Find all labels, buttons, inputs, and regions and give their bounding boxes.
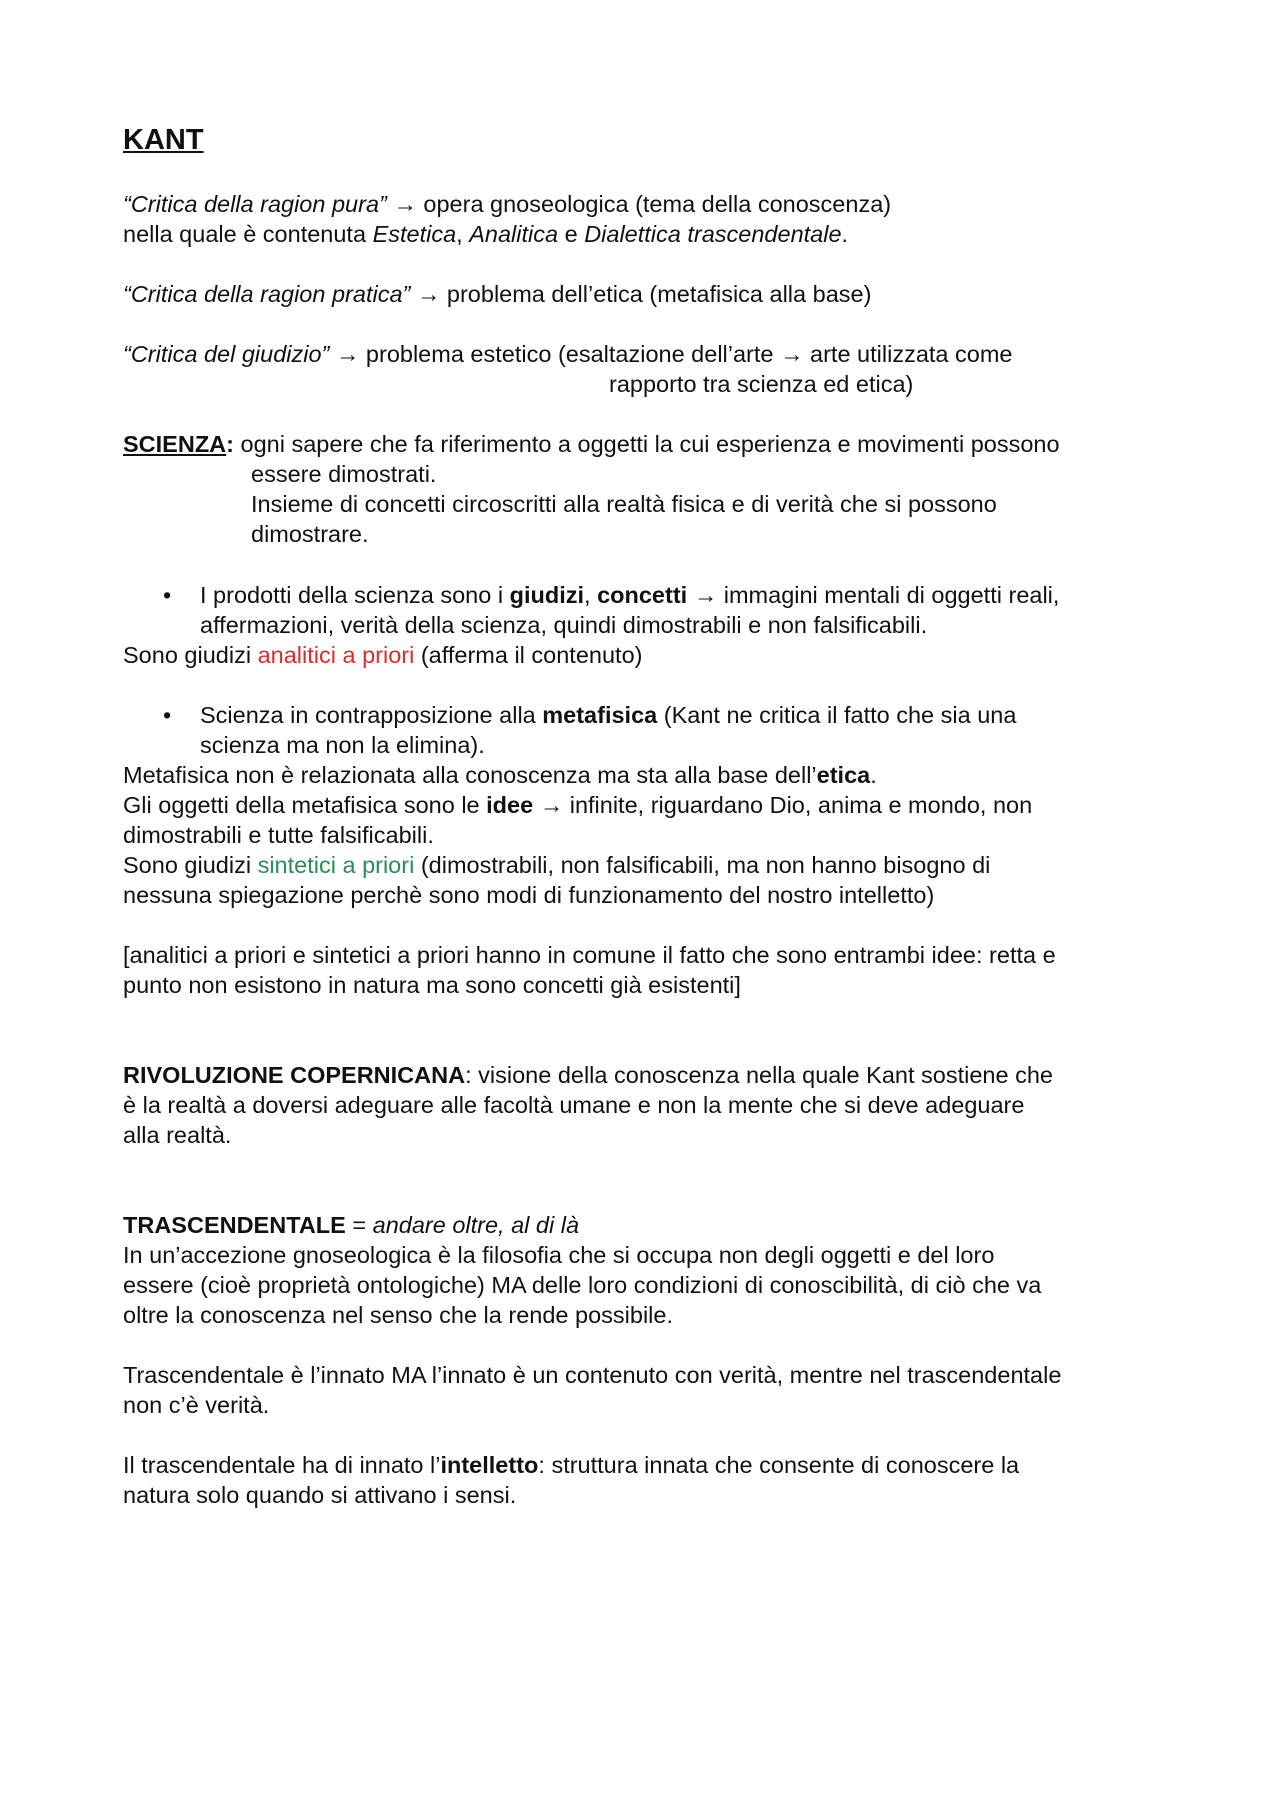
- arrow: →: [393, 191, 417, 217]
- text: dimostrabili e tutte falsificabili.: [123, 822, 434, 848]
- text: punto non esistono in natura ma sono concetti già esistenti]: [123, 972, 741, 998]
- section-label: TRASCENDENTALE: [123, 1212, 346, 1238]
- text: Gli oggetti della metafisica sono le: [123, 792, 487, 818]
- term-analitici-a-priori: analitici a priori: [257, 642, 415, 668]
- text: ,: [584, 582, 598, 608]
- bullet-icon: •: [163, 702, 172, 728]
- work-ragion-pura: [123, 189, 1183, 249]
- text: Sono giudizi: [123, 852, 258, 878]
- text: (Kant ne critica il fatto che sia una: [657, 702, 1017, 728]
- work-title: “Critica del giudizio”: [123, 341, 330, 367]
- text: : visione della conoscenza nella quale Kant sostiene che: [465, 1062, 1053, 1088]
- section-scienza: [123, 429, 1183, 549]
- definition: andare oltre, al di là: [372, 1212, 580, 1238]
- text: essere dimostrati.: [251, 461, 437, 487]
- bullet-prodotti-scienza: [123, 580, 1183, 670]
- work-description: opera gnoseologica (tema della conoscenza): [423, 191, 892, 217]
- text: oltre la conoscenza nel senso che la rende possibile.: [123, 1302, 673, 1328]
- text: Metafisica non è relazionata alla conoscenza ma sta alla base dell’: [123, 762, 817, 788]
- text: .: [841, 221, 849, 247]
- text: I prodotti della scienza sono i: [200, 582, 510, 608]
- text: [analitici a priori e sintetici a priori hanno in comune il fatto che sono entrambi idee: retta e: [123, 942, 1056, 968]
- text: → immagini mentali di oggetti reali,: [687, 582, 1060, 608]
- work-description: problema dell’etica (metafisica alla base): [446, 281, 872, 307]
- paragraph-intelletto: [123, 1450, 1183, 1510]
- text: dimostrare.: [251, 521, 369, 547]
- term-giudizi: giudizi: [509, 582, 585, 608]
- page-title: KANT: [123, 124, 204, 156]
- text: Scienza in contrapposizione alla: [200, 702, 543, 728]
- text: non c’è verità.: [123, 1392, 270, 1418]
- text: alla realtà.: [123, 1122, 232, 1148]
- text: : struttura innata che consente di conoscere la: [538, 1452, 1020, 1478]
- work-ragion-pratica: [123, 279, 1183, 309]
- work-giudizio: [123, 339, 1183, 399]
- text: Il trascendentale ha di innato l’: [123, 1452, 441, 1478]
- arrow: →: [335, 341, 360, 367]
- work-description-continued: rapporto tra scienza ed etica): [609, 371, 914, 397]
- work-description: problema estetico (esaltazione dell’arte → arte utilizzata come: [365, 341, 1013, 367]
- bullet-metafisica: [123, 700, 1183, 910]
- term-concetti: concetti: [597, 582, 688, 608]
- term-sintetici-a-priori: sintetici a priori: [257, 852, 415, 878]
- arrow: →: [416, 281, 441, 307]
- bullet-icon: •: [163, 582, 172, 608]
- term-idee: idee: [486, 792, 534, 818]
- text: nella quale è contenuta: [123, 221, 373, 247]
- section-label: SCIENZA: [123, 431, 227, 457]
- text: nessuna spiegazione perchè sono modi di funzionamento del nostro intelletto): [123, 882, 935, 908]
- text: Insieme di concetti circoscritti alla realtà fisica e di verità che si possono: [251, 491, 997, 517]
- text: .: [870, 762, 877, 788]
- term-estetica: Estetica: [372, 221, 457, 247]
- text: è la realtà a doversi adeguare alle facoltà umane e non la mente che si deve adeguare: [123, 1092, 1025, 1118]
- term-analitica: Analitica: [469, 221, 559, 247]
- note-bracket: [123, 940, 1183, 1000]
- work-title: “Critica della ragion pratica”: [123, 281, 411, 307]
- text: e: [558, 221, 585, 247]
- section-trascendentale: [123, 1210, 1183, 1330]
- term-etica: etica: [816, 762, 871, 788]
- text: (dimostrabili, non falsificabili, ma non hanno bisogno di: [414, 852, 991, 878]
- text: ,: [456, 221, 470, 247]
- paragraph-innato: [123, 1360, 1183, 1420]
- text: essere (cioè proprietà ontologiche) MA delle loro condizioni di conoscibilità, di ciò che va: [123, 1272, 1042, 1298]
- term-dialettica: Dialettica trascendentale: [584, 221, 842, 247]
- text: natura solo quando si attivano i sensi.: [123, 1482, 517, 1508]
- text: → infinite, riguardano Dio, anima e mondo, non: [533, 792, 1033, 818]
- text: affermazioni, verità della scienza, quindi dimostrabili e non falsificabili.: [200, 612, 928, 638]
- section-rivoluzione-copernicana: [123, 1060, 1183, 1150]
- text: =: [345, 1212, 373, 1238]
- term-intelletto: intelletto: [440, 1452, 539, 1478]
- text: Trascendentale è l’innato MA l’innato è un contenuto con verità, mentre nel trascendentale: [123, 1362, 1062, 1388]
- text: In un’accezione gnoseologica è la filosofia che si occupa non degli oggetti e del loro: [123, 1242, 995, 1268]
- text: :: [226, 431, 234, 457]
- section-label: RIVOLUZIONE COPERNICANA: [123, 1062, 466, 1088]
- text: Sono giudizi: [123, 642, 258, 668]
- text: (afferma il contenuto): [414, 642, 643, 668]
- text: scienza ma non la elimina).: [200, 732, 485, 758]
- text: ogni sapere che fa riferimento a oggetti la cui esperienza e movimenti possono: [233, 431, 1060, 457]
- work-title: “Critica della ragion pura”: [123, 191, 387, 217]
- term-metafisica: metafisica: [542, 702, 658, 728]
